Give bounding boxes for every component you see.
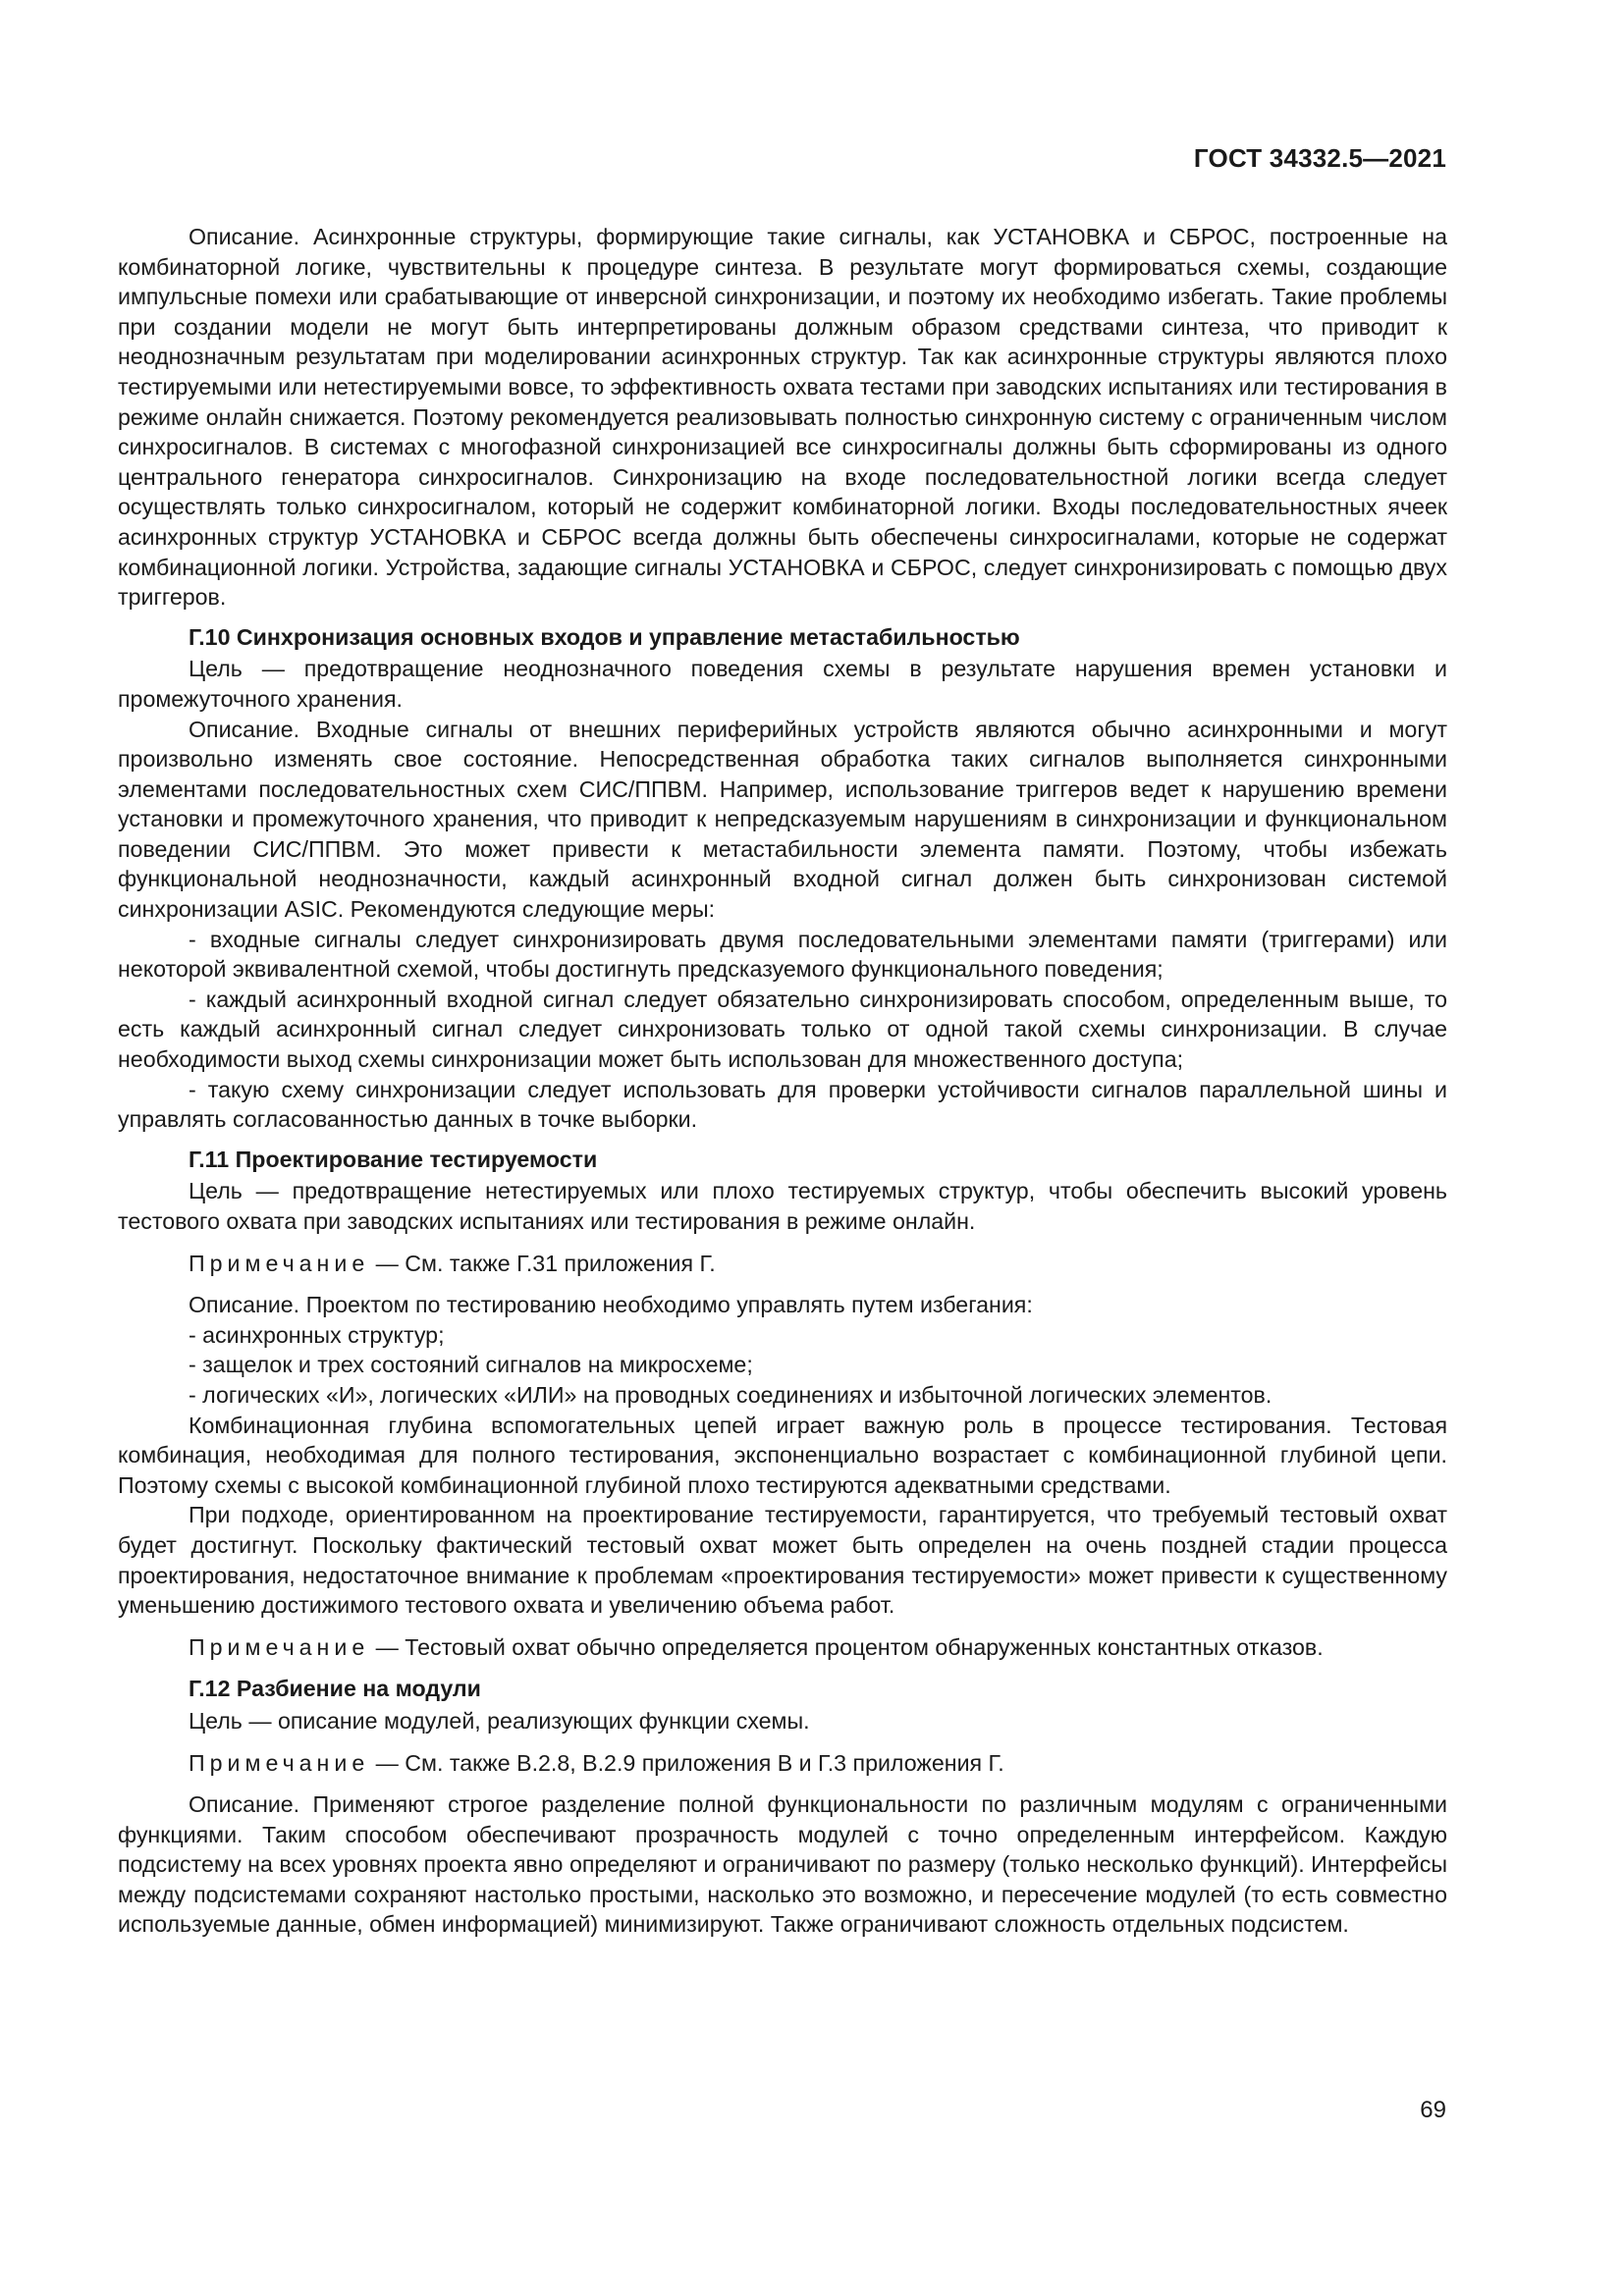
note-text: — Тестовый охват обычно определяется процентом обнаруженных константных отказов. — [369, 1633, 1324, 1660]
paragraph-g10-goal: Цель — предотвращение неоднозначного поведения схемы в результате нарушения времен установки и промежуточного хранения. — [118, 656, 1447, 712]
note-g11-reference — [118, 1249, 1447, 1279]
note-g11-coverage — [118, 1632, 1447, 1663]
paragraph-g12-goal: Цель — описание модулей, реализующих функции схемы. — [189, 1707, 810, 1734]
paragraph-g12-description: Описание. Применяют строгое разделение полной функциональности по различным модулям с ограниченными функциями. Таким способом обеспечивают прозрачность модулей с точно определенным интерфейсом. Каждую подсистему на всех уровнях проекта явно определяют и ограничивают по размеру (только несколько функций). Интерфейсы между подсистемами сохраняют настолько простыми, насколько это возможно, и пересечение модулей (то есть совместно используемые данные, обмен информацией) минимизируют. Также ограничивают сложность отдельных подсистем. — [118, 1791, 1447, 1938]
note-text: — См. также Г.31 приложения Г. — [369, 1250, 716, 1276]
paragraph-g10-measure-2: - каждый асинхронный входной сигнал следует обязательно синхронизировать способом, определенным выше, то есть каждый асинхронный сигнал следует синхронизовать только от одной такой схемы синхронизации. В случае необходимости выход схемы синхронизации может быть использован для множественного доступа; — [118, 986, 1447, 1073]
note-g12-reference — [118, 1748, 1447, 1779]
page-number: 69 — [1420, 2097, 1446, 2123]
document-standard-id: ГОСТ 34332.5—2021 — [1193, 143, 1446, 173]
note-text: — См. также В.2.8, В.2.9 приложения В и Г.3 приложения Г. — [369, 1749, 1004, 1776]
section-heading-g10: Г.10 Синхронизация основных входов и управление метастабильностью — [189, 623, 1020, 650]
list-item-latches: - защелок и трех состояний сигналов на микросхеме; — [189, 1352, 753, 1378]
paragraph-async-structures: Описание. Асинхронные структуры, формирующие такие сигналы, как УСТАНОВКА и СБРОС, построенные на комбинаторной логике, чувствительны к процедуре синтеза. В результате могут формироваться схемы, создающие импульсные помехи или срабатывающие от инверсной синхронизации, и поэтому их необходимо избегать. Такие проблемы при создании модели не могут быть интерпретированы должным образом средствами синтеза, что приводит к неоднозначным результатам при моделировании асинхронных структур. Так как асинхронные структуры являются плохо тестируемыми или нетестируемыми вовсе, то эффективность охвата тестами при заводских испытаниях или тестирования в режиме онлайн снижается. Поэтому рекомендуется реализовывать полностью синхронную систему с ограниченным числом синхросигналов. В системах с многофазной синхронизацией все синхросигналы должны быть сформированы из одного центрального генератора синхросигналов. Синхронизацию на входе последовательностной логики всегда следует осуществлять только синхросигналом, который не содержит комбинаторной логики. Входы последовательностных ячеек асинхронных структур УСТАНОВКА и СБРОС всегда должны быть обеспечены синхросигналами, которые не содержат комбинационной логики. Устройства, задающие сигналы УСТАНОВКА и СБРОС, следует синхронизировать с помощью двух триггеров. — [118, 224, 1447, 611]
paragraph-g11-description: Описание. Проектом по тестированию необходимо управлять путем избегания: — [189, 1292, 1033, 1318]
section-heading-g12: Г.12 Разбиение на модули — [189, 1676, 481, 1702]
paragraph-g11-combinational-depth: Комбинационная глубина вспомогательных цепей играет важную роль в процессе тестирования. Тестовая комбинация, необходимая для полного тестирования, экспоненциально возрастает с комбинационной глубиной цепи. Поэтому схемы с высокой комбинационной глубиной плохо тестируются адекватными средствами. — [118, 1412, 1447, 1498]
note-label: Примечание — [189, 1250, 370, 1276]
paragraph-g11-goal: Цель — предотвращение нетестируемых или плохо тестируемых структур, чтобы обеспечить высокий уровень тестового охвата при заводских испытаниях или тестирования в режиме онлайн. — [118, 1178, 1447, 1234]
document-body — [118, 222, 1447, 1940]
list-item-async-structures: - асинхронных структур; — [189, 1321, 445, 1348]
paragraph-g10-measure-3: - такую схему синхронизации следует использовать для проверки устойчивости сигналов параллельной шины и управлять согласованностью данных в точке выборки. — [118, 1076, 1447, 1133]
list-item-wired-logic: - логических «И», логических «ИЛИ» на проводных соединениях и избыточной логических элементов. — [189, 1381, 1272, 1408]
paragraph-g10-description: Описание. Входные сигналы от внешних периферийных устройств являются обычно асинхронными и могут произвольно изменять свое состояние. Непосредственная обработка таких сигналов выполняется синхронными элементами последовательностных схем СИС/ППВМ. Например, использование триггеров ведет к нарушению времени установки и промежуточного хранения, что приводит к непредсказуемым нарушениям в синхронизации и функциональном поведении СИС/ППВМ. Это может привести к метастабильности элемента памяти. Поэтому, чтобы избежать функциональной неоднозначности, каждый асинхронный входной сигнал должен быть синхронизован системой синхронизации ASIC. Рекомендуются следующие меры: — [118, 716, 1447, 923]
note-label: Примечание — [189, 1749, 370, 1776]
paragraph-g11-dft-approach: При подходе, ориентированном на проектирование тестируемости, гарантируется, что требуемый тестовый охват будет достигнут. Поскольку фактический тестовый охват может быть определен на очень поздней стадии процесса проектирования, недостаточное внимание к проблемам «проектирования тестируемости» может привести к существенному уменьшению достижимого тестового охвата и увеличению объема работ. — [118, 1502, 1447, 1619]
section-heading-g11: Г.11 Проектирование тестируемости — [189, 1146, 598, 1172]
paragraph-g10-measure-1: - входные сигналы следует синхронизировать двумя последовательными элементами памяти (триггерами) или некоторой эквивалентной схемой, чтобы достигнуть предсказуемого функционального поведения; — [118, 926, 1447, 983]
note-label: Примечание — [189, 1633, 370, 1660]
